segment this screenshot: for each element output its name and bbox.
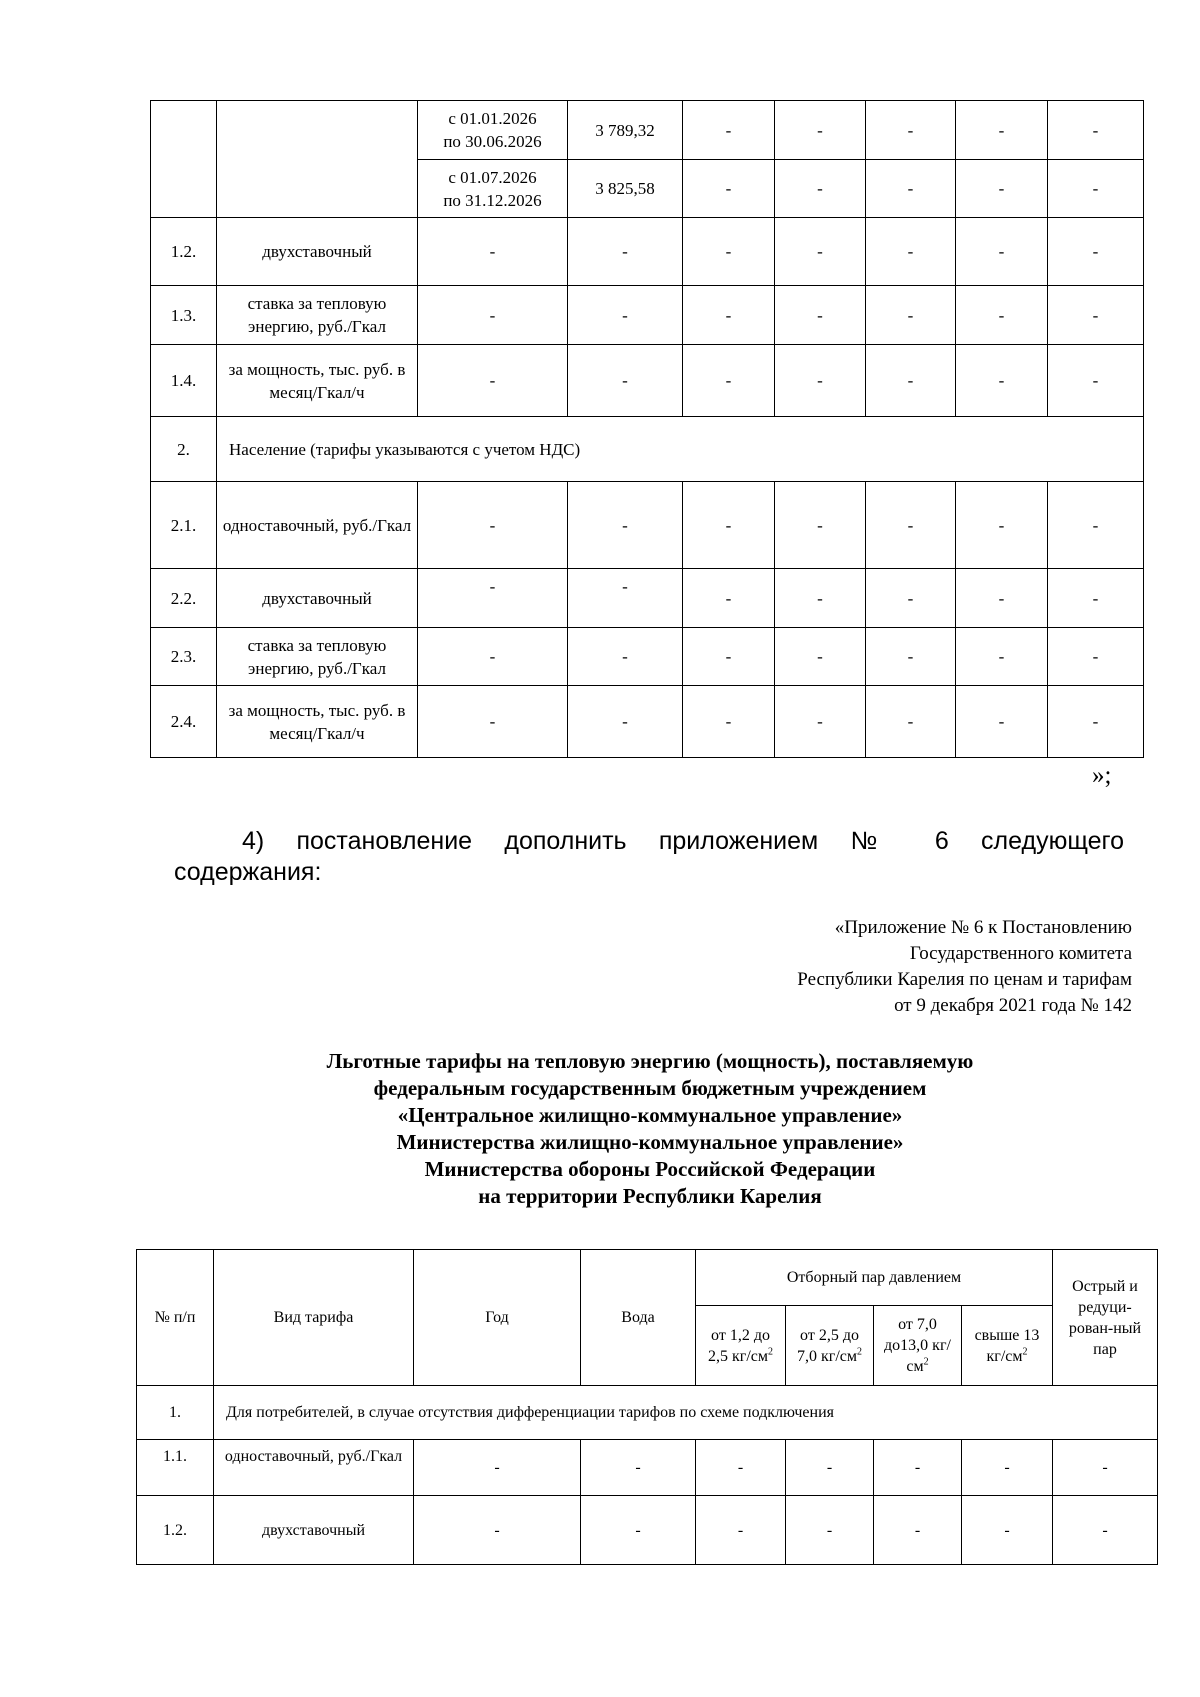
privileged-tariff-table — [136, 1249, 1158, 1565]
title-line: Министерства жилищно-коммунальное управление» — [396, 1130, 904, 1154]
cell: - — [683, 482, 775, 569]
tariff-type: ставка за тепловую энергию, руб./Гкал — [217, 286, 418, 345]
cell: - — [683, 218, 775, 286]
cell: - — [956, 628, 1048, 686]
row-number: 2.3. — [151, 628, 217, 686]
cell: - — [568, 628, 683, 686]
cell: - — [866, 345, 956, 417]
table-row — [151, 218, 1144, 286]
cell: - — [956, 686, 1048, 758]
row-number: 1.4. — [151, 345, 217, 417]
cell: - — [775, 160, 866, 218]
cell: - — [683, 628, 775, 686]
row-number: 1.2. — [137, 1496, 214, 1565]
table-row — [151, 569, 1144, 628]
cell: - — [1048, 628, 1144, 686]
cell: - — [414, 1440, 581, 1496]
cell: - — [1048, 686, 1144, 758]
cell: - — [874, 1440, 962, 1496]
cell: - — [866, 628, 956, 686]
table-row — [137, 1496, 1158, 1565]
title-line: Министерства обороны Российской Федерации — [424, 1157, 876, 1181]
row-number: 2.4. — [151, 686, 217, 758]
section-title: Для потребителей, в случае отсутствия дифференциации тарифов по схеме подключения — [214, 1386, 1158, 1440]
cell: - — [683, 160, 775, 218]
table-row — [151, 686, 1144, 758]
cell: - — [418, 218, 568, 286]
paragraph-line-2: содержания: — [174, 858, 322, 886]
row-number: 2. — [151, 417, 217, 482]
tariff-type: двухставочный — [214, 1496, 414, 1565]
table-row — [151, 345, 1144, 417]
cell: - — [866, 101, 956, 160]
table-row — [137, 1386, 1158, 1440]
cell: - — [962, 1440, 1053, 1496]
cell: - — [568, 345, 683, 417]
cell: - — [418, 686, 568, 758]
title-line: на территории Республики Карелия — [478, 1184, 822, 1208]
table-row — [151, 286, 1144, 345]
row-number: 1.1. — [137, 1440, 214, 1496]
row-number: 2.2. — [151, 569, 217, 628]
tariff-type: за мощность, тыс. руб. в месяц/Гкал/ч — [217, 345, 418, 417]
tariff-type: двухставочный — [217, 569, 418, 628]
cell: - — [568, 286, 683, 345]
row-number: 1.2. — [151, 218, 217, 286]
cell: - — [418, 482, 568, 569]
cell: - — [696, 1496, 786, 1565]
unit-sup: 2 — [857, 1346, 862, 1358]
header-sharp-steam: Острый и редуци-рован-ный пар — [1053, 1250, 1158, 1386]
cell: - — [1048, 569, 1144, 628]
cell: - — [956, 101, 1048, 160]
tariff-type: одноставочный, руб./Гкал — [217, 482, 418, 569]
cell: - — [956, 286, 1048, 345]
cell: - — [568, 482, 683, 569]
cell: - — [568, 686, 683, 758]
cell: - — [866, 686, 956, 758]
cell: - — [775, 569, 866, 628]
water-value: 3 825,58 — [568, 160, 683, 218]
cell: - — [866, 482, 956, 569]
cell: - — [1053, 1496, 1158, 1565]
cell: - — [1053, 1440, 1158, 1496]
header-num: № п/п — [137, 1250, 214, 1386]
cell: - — [1048, 101, 1144, 160]
cell: - — [775, 686, 866, 758]
cell: - — [696, 1440, 786, 1496]
table-row — [151, 417, 1144, 482]
cell: - — [866, 160, 956, 218]
header-pressure-label: от 7,0 до13,0 кг/см — [884, 1316, 951, 1375]
period: с 01.01.2026 по 30.06.2026 — [418, 101, 568, 160]
header-tariff-type: Вид тарифа — [214, 1250, 414, 1386]
cell: - — [418, 286, 568, 345]
cell: - — [418, 569, 568, 628]
cell: - — [775, 286, 866, 345]
cell: - — [956, 482, 1048, 569]
cell: - — [866, 569, 956, 628]
cell: - — [683, 569, 775, 628]
cell: - — [956, 218, 1048, 286]
tariff-type: одноставочный, руб./Гкал — [214, 1440, 414, 1496]
row-number — [151, 101, 217, 218]
cell: - — [956, 160, 1048, 218]
cell: - — [683, 686, 775, 758]
cell: - — [775, 101, 866, 160]
table-row — [151, 628, 1144, 686]
cell: - — [775, 628, 866, 686]
cell: - — [1048, 286, 1144, 345]
cell: - — [786, 1496, 874, 1565]
cell: - — [956, 569, 1048, 628]
table-row — [137, 1440, 1158, 1496]
appendix-reference — [797, 915, 1132, 1019]
header-pressure — [786, 1306, 874, 1386]
cell: - — [414, 1496, 581, 1565]
cell: - — [956, 345, 1048, 417]
table-row — [151, 482, 1144, 569]
title-line: «Центральное жилищно-коммунальное управление» — [397, 1103, 903, 1127]
header-steam-group: Отборный пар давлением — [696, 1250, 1053, 1306]
paragraph-line-1: 4) постановление дополнить приложением № 6 следующего — [242, 827, 1124, 855]
cell: - — [874, 1496, 962, 1565]
water-value: 3 789,32 — [568, 101, 683, 160]
cell: - — [866, 218, 956, 286]
cell: - — [581, 1440, 696, 1496]
section-title: Население (тарифы указываются с учетом НДС) — [217, 417, 1144, 482]
unit-sup: 2 — [923, 1356, 929, 1368]
cell: - — [1048, 482, 1144, 569]
cell: - — [775, 345, 866, 417]
table-row — [151, 101, 1144, 160]
row-number: 1.3. — [151, 286, 217, 345]
cell: - — [683, 345, 775, 417]
cell: - — [683, 101, 775, 160]
amendment-paragraph — [174, 826, 1124, 888]
tariff-type — [217, 101, 418, 218]
title-line: Льготные тарифы на тепловую энергию (мощность), поставляемую — [326, 1049, 974, 1073]
row-number: 1. — [137, 1386, 214, 1440]
cell: - — [786, 1440, 874, 1496]
header-year: Год — [414, 1250, 581, 1386]
cell: - — [1048, 160, 1144, 218]
tariff-type: двухставочный — [217, 218, 418, 286]
cell: - — [581, 1496, 696, 1565]
header-pressure-label: от 2,5 до 7,0 кг/см — [796, 1326, 859, 1365]
cell: - — [1048, 218, 1144, 286]
tariff-table-continuation — [150, 100, 1144, 758]
period: с 01.07.2026 по 31.12.2026 — [418, 160, 568, 218]
header-pressure — [874, 1306, 962, 1386]
cell: - — [775, 218, 866, 286]
cell: - — [683, 286, 775, 345]
header-row — [137, 1250, 1158, 1306]
cell: - — [568, 569, 683, 628]
appendix-line: от 9 декабря 2021 года № 142 — [894, 995, 1132, 1016]
unit-sup: 2 — [1022, 1346, 1028, 1358]
header-pressure — [962, 1306, 1053, 1386]
tariff-type: за мощность, тыс. руб. в месяц/Гкал/ч — [217, 686, 418, 758]
title-line: федеральным государственным бюджетным учреждением — [373, 1076, 927, 1100]
appendix-title — [250, 1048, 1050, 1210]
cell: - — [568, 218, 683, 286]
appendix-line: «Приложение № 6 к Постановлению — [834, 917, 1132, 938]
cell: - — [962, 1496, 1053, 1565]
row-number: 2.1. — [151, 482, 217, 569]
cell: - — [775, 482, 866, 569]
header-water: Вода — [581, 1250, 696, 1386]
cell: - — [418, 345, 568, 417]
header-pressure-label: от 1,2 до 2,5 кг/см — [707, 1326, 770, 1365]
appendix-line: Республики Карелия по ценам и тарифам — [797, 969, 1132, 990]
header-pressure — [696, 1306, 786, 1386]
cell: - — [866, 286, 956, 345]
cell: - — [1048, 345, 1144, 417]
tariff-type: ставка за тепловую энергию, руб./Гкал — [217, 628, 418, 686]
closing-quote: »; — [1092, 762, 1112, 789]
header-pressure-label: свыше 13 кг/см — [974, 1326, 1040, 1365]
unit-sup: 2 — [768, 1346, 773, 1358]
appendix-line: Государственного комитета — [909, 943, 1132, 964]
cell: - — [418, 628, 568, 686]
